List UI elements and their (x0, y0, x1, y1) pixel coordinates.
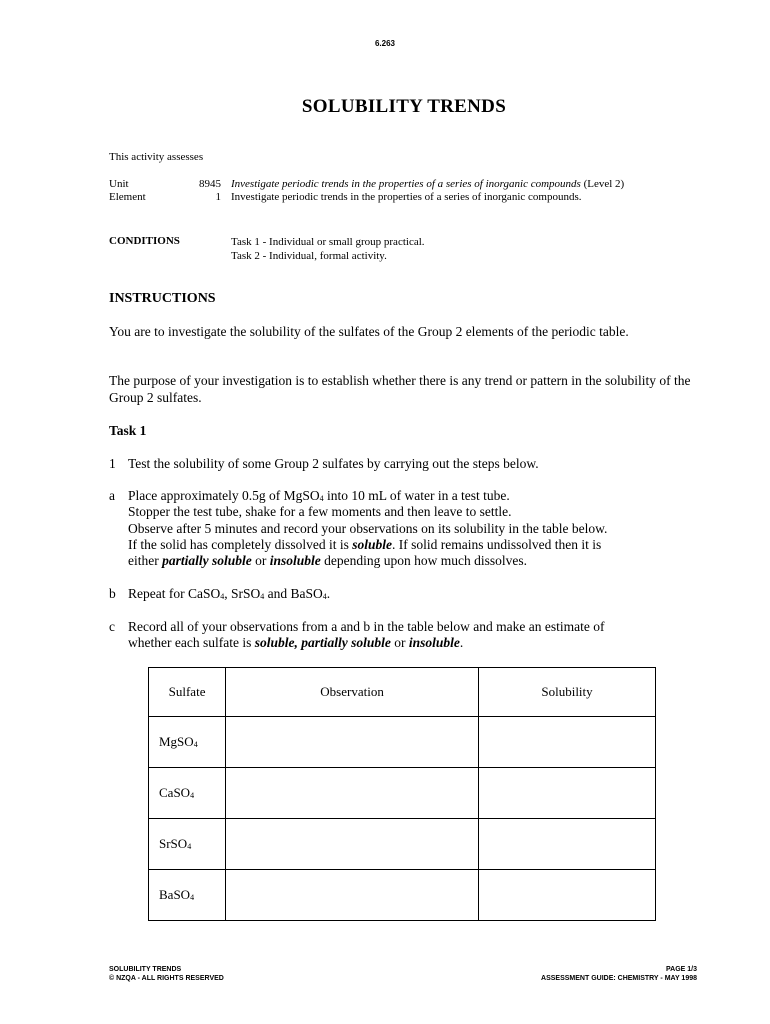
observation-table (148, 667, 656, 921)
table-row (149, 768, 656, 819)
unit-number: 8945 (199, 178, 221, 190)
condition-task2: Task 2 - Individual, formal activity. (231, 250, 387, 262)
page-title: SOLUBILITY TRENDS (301, 96, 507, 117)
solubility-cell[interactable] (479, 717, 656, 768)
step-a-marker: a (109, 488, 115, 503)
header-sulfate: Sulfate (149, 668, 226, 717)
table-row (149, 819, 656, 870)
step-a (109, 488, 709, 572)
step-a-line-5: either partially soluble or insoluble depending upon how much dissolves. (128, 553, 527, 569)
step-1 (109, 456, 709, 473)
unit-title: Investigate periodic trends in the properties of a series of inorganic compounds (231, 178, 581, 190)
element-number: 1 (215, 191, 221, 203)
header-observation: Observation (226, 668, 479, 717)
step-a-line-3: Observe after 5 minutes and record your observations on its solubility in the table below. (128, 520, 608, 536)
step-c-marker: c (109, 619, 115, 634)
observation-cell[interactable] (226, 717, 479, 768)
observation-cell[interactable] (226, 870, 479, 921)
observation-cell[interactable] (226, 768, 479, 819)
unit-label: Unit (109, 178, 129, 190)
footer-copyright: © NZQA - ALL RIGHTS RESERVED (109, 975, 224, 982)
step-b-text: Repeat for CaSO$_4$, SrSO$_4$ and BaSO$_4$. (128, 586, 331, 601)
step-c-line-1: Record all of your observations from a and b in the table below and make an estimate of (128, 619, 605, 634)
table-row (149, 870, 656, 921)
element-description: Investigate periodic trends in the properties of a series of inorganic compounds. (231, 191, 582, 203)
footer-right (400, 965, 697, 983)
step-1-marker: 1 (109, 456, 116, 471)
step-a-line-2: Stopper the test tube, shake for a few moments and then leave to settle. (128, 504, 512, 520)
solubility-cell[interactable] (479, 819, 656, 870)
conditions-list (231, 235, 425, 263)
footer-guide-title: ASSESSMENT GUIDE: CHEMISTRY - MAY 1998 (541, 975, 697, 982)
step-c (109, 619, 709, 653)
solubility-cell[interactable] (479, 870, 656, 921)
unit-description (231, 178, 624, 190)
assessment-intro: This activity assesses (109, 151, 204, 163)
instructions-heading: INSTRUCTIONS (109, 291, 216, 306)
step-b-marker: b (109, 586, 116, 601)
unit-level: (Level 2) (583, 178, 625, 190)
header-solubility: Solubility (479, 668, 656, 717)
step-a-line-1: Place approximately 0.5g of MgSO$_4$ into 10 mL of water in a test tube. (128, 488, 510, 503)
sulfate-cell: SrSO$_4$ (149, 819, 226, 870)
step-a-line-4: If the solid has completely dissolved it is soluble. If solid remains undissolved then it is (128, 536, 602, 552)
step-b (109, 586, 709, 603)
step-c-text (128, 619, 708, 652)
instructions-paragraph-1: You are to investigate the solubility of the sulfates of the Group 2 elements of the periodic table. (109, 324, 629, 339)
instructions-paragraph-2: The purpose of your investigation is to establish whether there is any trend or pattern in the solubility of the Group 2 sulfates. (109, 373, 691, 405)
sulfate-cell: CaSO$_4$ (149, 768, 226, 819)
condition-task1: Task 1 - Individual or small group practical. (231, 236, 425, 248)
step-1-text: Test the solubility of some Group 2 sulfates by carrying out the steps below. (128, 456, 539, 471)
task1-heading: Task 1 (109, 423, 147, 438)
sulfate-cell: BaSO$_4$ (149, 870, 226, 921)
sulfate-cell: MgSO$_4$ (149, 717, 226, 768)
step-c-line-2: whether each sulfate is soluble, partially soluble or insoluble. (128, 635, 464, 651)
observation-cell[interactable] (226, 819, 479, 870)
footer-doc-title: SOLUBILITY TRENDS (109, 966, 182, 973)
table-header-row (149, 668, 656, 717)
step-a-text (128, 488, 708, 569)
conditions-label: CONDITIONS (109, 235, 180, 247)
element-row (109, 191, 689, 205)
table-row (149, 717, 656, 768)
footer-left (109, 965, 224, 983)
element-label: Element (109, 191, 146, 203)
solubility-cell[interactable] (479, 768, 656, 819)
footer-page-number: PAGE 1/3 (666, 966, 697, 973)
unit-row (109, 178, 689, 192)
document-code: 6.263 (374, 39, 396, 48)
